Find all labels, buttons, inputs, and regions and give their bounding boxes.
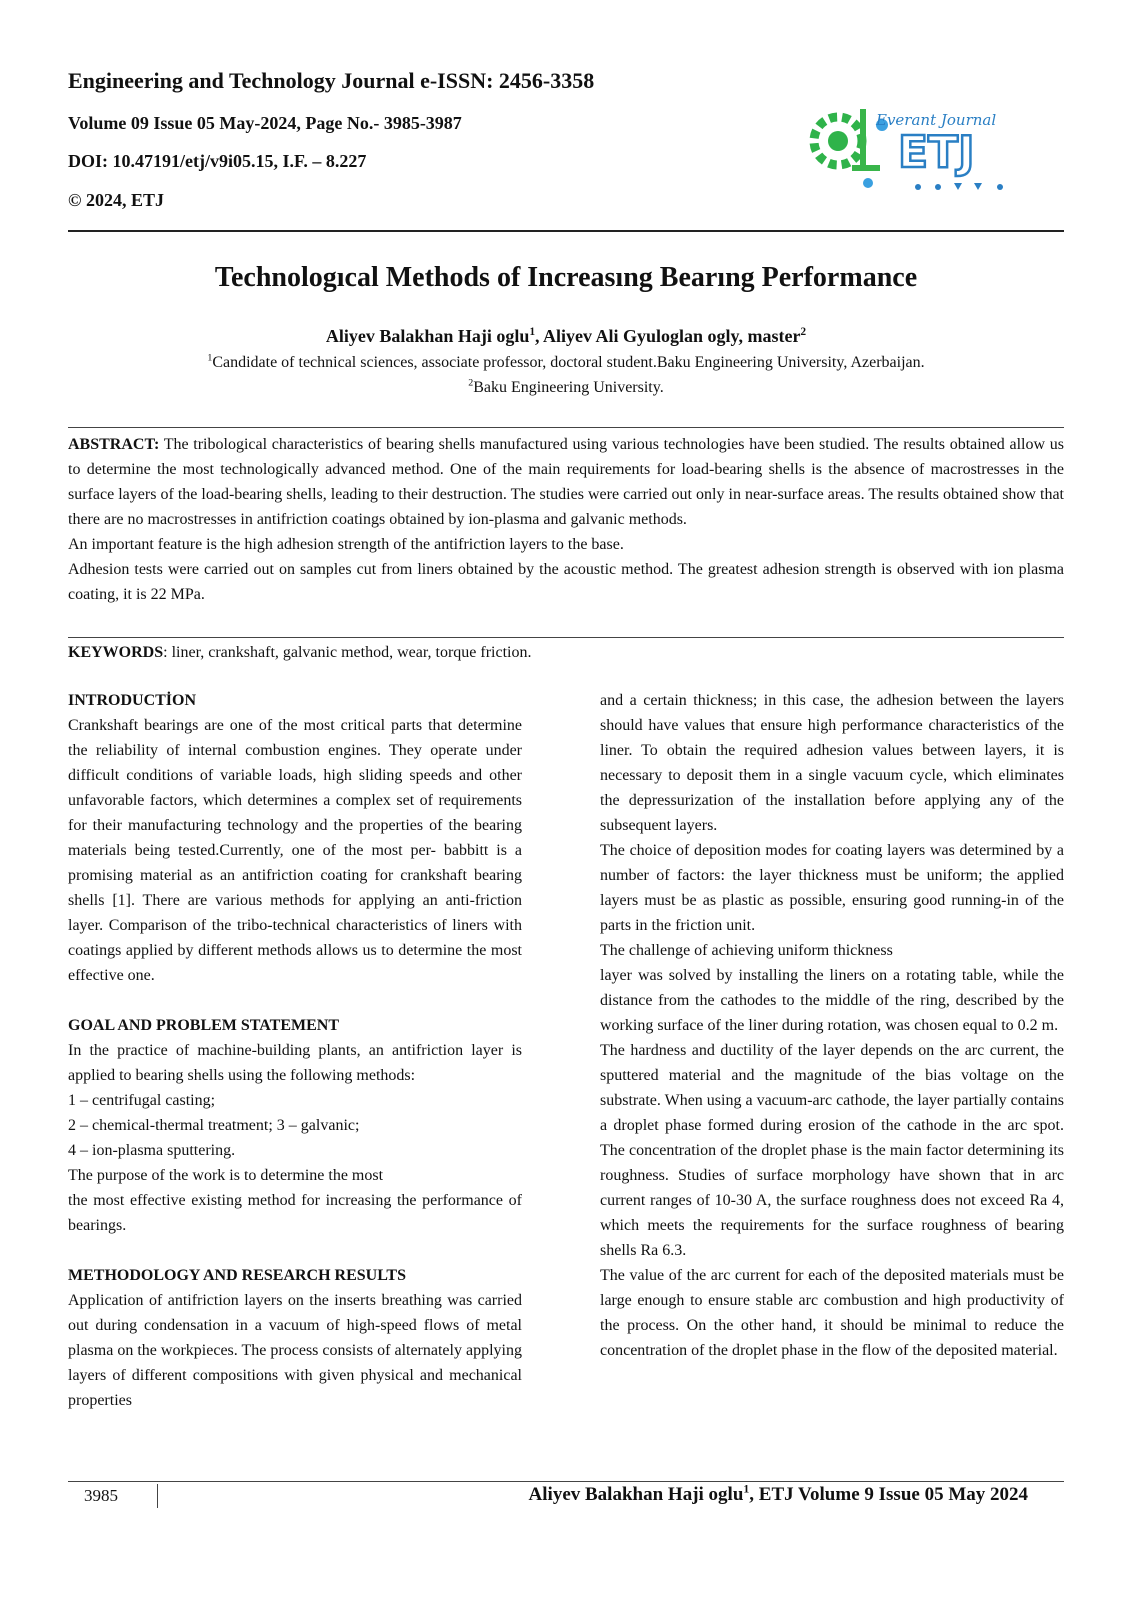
abstract-text-1: The tribological characteristics of bearing shells manufactured using various technologies have been studied. The results obtained allow us to determine the most technologically advanced method. One of the main requirements for load-bearing shells is the absence of macrostresses in the surface layers of the load-bearing shells, leading to their destruction. The studies were carried out only in near-surface areas. The results obtained show that there are no macrostresses in antifriction coatings obtained by ion-plasma and galvanic methods. (68, 436, 1064, 528)
logo-text-top: Everant Journal (876, 111, 997, 129)
keywords-label: KEYWORDS (68, 644, 164, 661)
author-2: , Aliyev Ali Gyuloglan ogly, master (535, 326, 801, 346)
affiliation-1 (0, 354, 1132, 372)
abstract-label: ABSTRACT: (68, 436, 160, 453)
right-para-5: The hardness and ductility of the layer depends on the arc current, the sputtered material and the magnitude of the bias voltage on the substrate. When using a vacuum-arc cathode, the layer partially contains a droplet phase formed during erosion of the cathode in the arc spot. The concentration of the droplet phase is the main factor determining its roughness. Studies of surface morphology have shown that in arc current ranges of 10-30 A, the surface roughness does not exceed Ra 4, which meets the requirements for the surface roughness of bearing shells Ra 6.3. (600, 1042, 1064, 1259)
affiliation-1-text: Candidate of technical sciences, associate professor, doctoral student.Baku Engineering University, Azerbaijan. (212, 354, 925, 371)
keywords (68, 640, 1064, 665)
right-para-2: The choice of deposition modes for coating layers was determined by a number of factors: the layer thickness must be uniform; the applied layers must be as plastic as possible, ensuring good running-in of the parts in the friction unit. (600, 842, 1064, 934)
right-para-3: The challenge of achieving uniform thickness (600, 942, 893, 959)
right-column (600, 688, 1064, 1363)
abstract-para-2: An important feature is the high adhesion strength of the antifriction layers to the base. (68, 536, 624, 553)
goal-heading: GOAL AND PROBLEM STATEMENT (68, 1017, 339, 1034)
etj-logo (808, 95, 1028, 203)
intro-heading: INTRODUCTİON (68, 692, 197, 709)
journal-title: Engineering and Technology Journal e-ISSN: 2456-3358 (68, 68, 595, 93)
page-number: 3985 (84, 1486, 118, 1505)
footer-journal: , ETJ Volume 9 Issue 05 May 2024 (749, 1484, 1028, 1505)
footer-author-sup: 1 (743, 1482, 750, 1496)
logo-text-main: ETJ (898, 127, 975, 178)
doi-info: DOI: 10.47191/etj/v9i05.15, I.F. – 8.227 (68, 151, 367, 171)
affiliation-2 (0, 379, 1132, 397)
header-rule (68, 230, 1064, 232)
goal-item-2: 2 – chemical-thermal treatment; 3 – galvanic; (68, 1117, 360, 1134)
affiliation-1-sup: 1 (207, 352, 213, 364)
goal-purpose-2: the most effective existing method for increasing the performance of bearings. (68, 1192, 522, 1234)
keywords-text: : liner, crankshaft, galvanic method, wear, torque friction. (163, 644, 532, 661)
gear-icon (814, 117, 862, 165)
author-1: Aliyev Balakhan Haji oglu (325, 326, 530, 346)
goal-purpose-1: The purpose of the work is to determine the most (68, 1167, 384, 1184)
author-2-sup: 2 (800, 326, 807, 338)
decorative-symbols (915, 183, 1003, 190)
right-para-6: The value of the arc current for each of the deposited materials must be large enough to ensure stable arc combustion and high productivity of the process. On the other hand, it should be minimal to reduce the concentration of the droplet phase in the flow of the deposited material. (600, 1267, 1064, 1359)
left-column (68, 688, 522, 1413)
abstract-top-rule (68, 427, 1064, 428)
affiliation-2-text: Baku Engineering University. (473, 379, 664, 396)
author-line (0, 326, 1132, 347)
copyright: © 2024, ETJ (68, 190, 164, 210)
abstract (68, 432, 1064, 607)
affiliation-2-sup: 2 (468, 377, 474, 389)
footer-divider (157, 1484, 158, 1508)
paper-title: Technologıcal Methods of Increasıng Bearıng Performance (214, 262, 918, 293)
abstract-para-3: Adhesion tests were carried out on samples cut from liners obtained by the acoustic method. The greatest adhesion strength is observed with ion plasma coating, it is 22 MPa. (68, 561, 1064, 603)
intro-text: Crankshaft bearings are one of the most critical parts that determine the reliability of internal combustion engines. They operate under difficult conditions of variable loads, high sliding speeds and other unfavorable factors, which determines a complex set of requirements for their manufacturing technology and the properties of the bearing materials being tested.Currently, one of the most per- babbitt is a promising material as an antifriction coating for crankshaft bearing shells [1]. There are various methods for applying an anti-friction layer. Comparison of the tribo-technical characteristics of liners with coatings applied by different methods allows us to determine the most effective one. (68, 717, 522, 984)
right-para-4: layer was solved by installing the liners on a rotating table, while the distance from the cathodes to the middle of the ring, described by the working surface of the liner during rotation, was chosen equal to 0.2 m. (600, 967, 1064, 1034)
goal-item-3: 4 – ion-plasma sputtering. (68, 1142, 236, 1159)
footer-citation (529, 1484, 1028, 1506)
volume-info: Volume 09 Issue 05 May-2024, Page No.- 3985-3987 (68, 113, 462, 133)
goal-text: In the practice of machine-building plants, an antifriction layer is applied to bearing shells using the following methods: (68, 1042, 522, 1084)
method-text: Application of antifriction layers on the inserts breathing was carried out during condensation in a vacuum of high-speed flows of metal plasma on the workpieces. The process consists of alternately applying layers of different compositions with given physical and mechanical properties (68, 1292, 522, 1409)
author-1-sup: 1 (529, 326, 536, 338)
abstract-para-1 (68, 432, 1064, 532)
abstract-bottom-rule (68, 637, 1064, 638)
right-para-1: and a certain thickness; in this case, the adhesion between the layers should have values that ensure high performance characteristics of the liner. To obtain the required adhesion values between layers, it is necessary to deposit them in a single vacuum cycle, which eliminates the depressurization of the installation before applying any of the subsequent layers. (600, 692, 1064, 834)
method-heading: METHODOLOGY AND RESEARCH RESULTS (68, 1267, 406, 1284)
footer-author: Aliyev Balakhan Haji oglu (528, 1484, 744, 1505)
goal-item-1: 1 – centrifugal casting; (68, 1092, 216, 1109)
footer-rule (68, 1481, 1064, 1482)
